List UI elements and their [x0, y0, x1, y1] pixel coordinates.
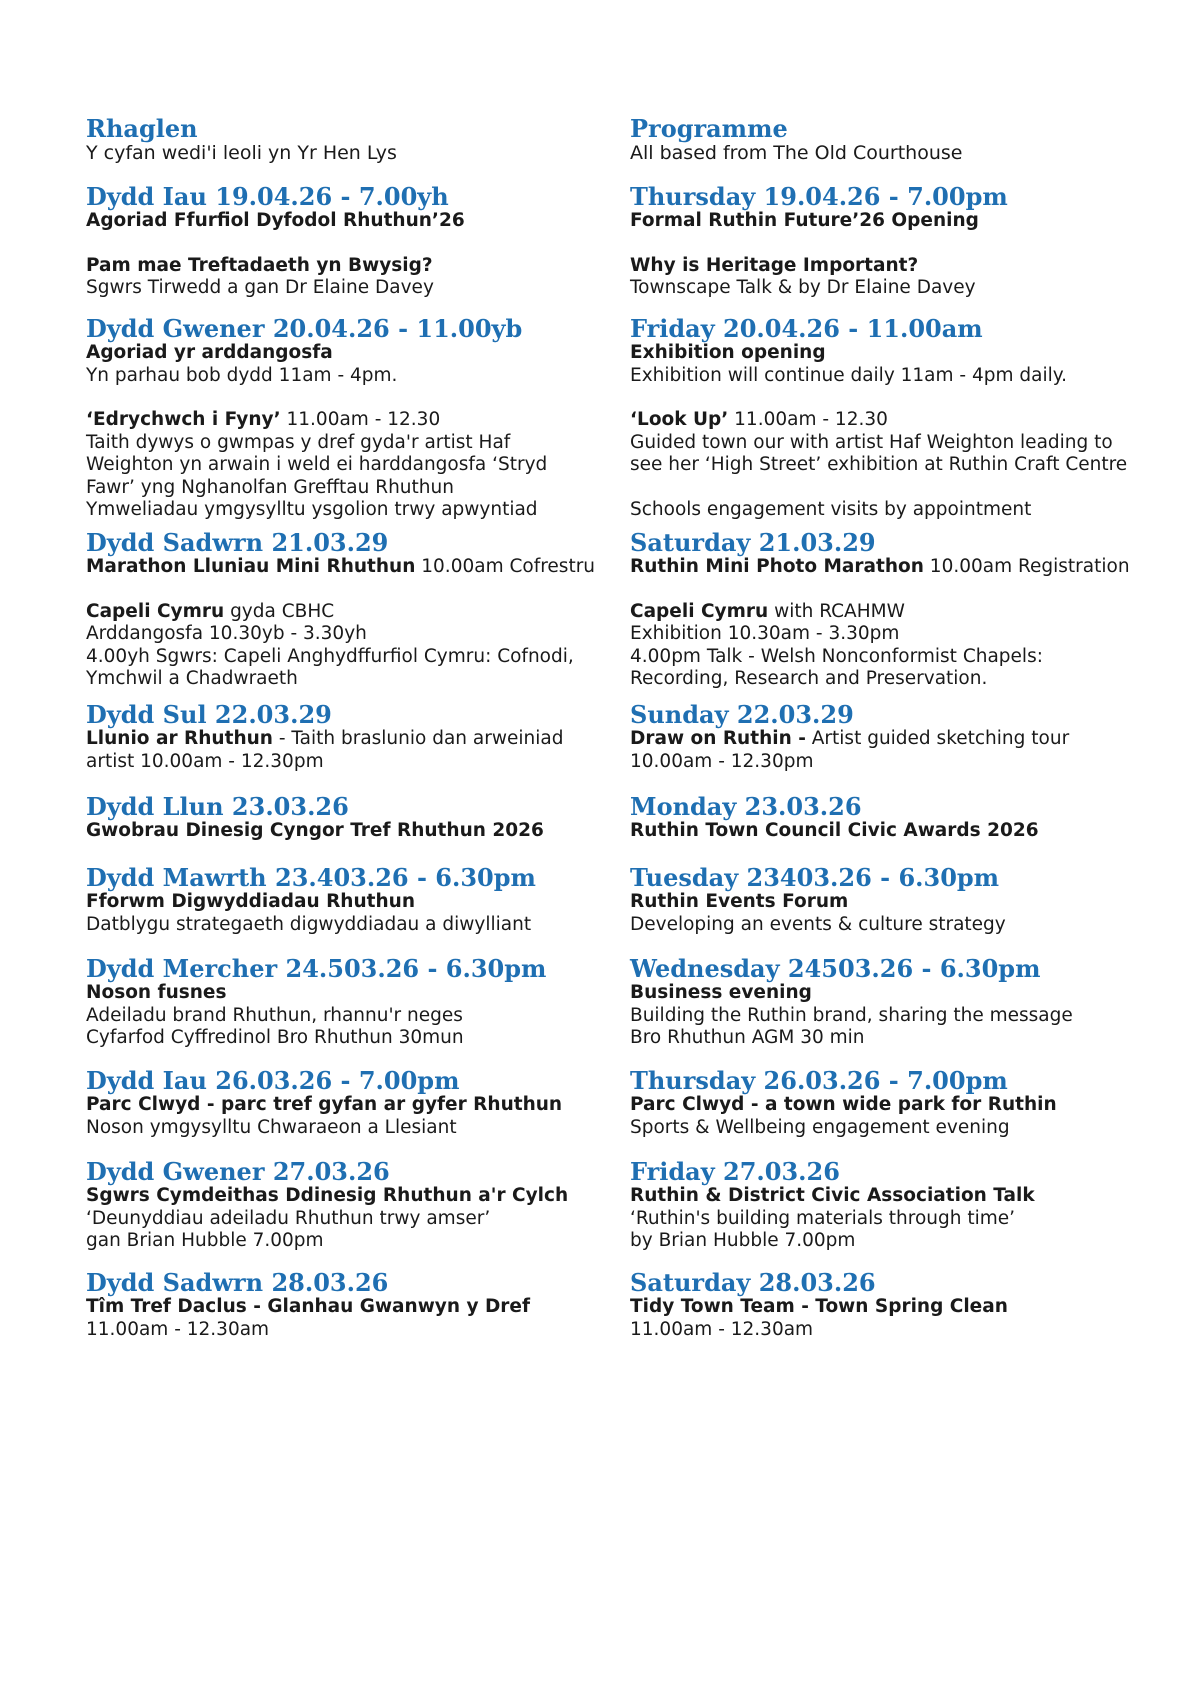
- entry-date-heading: Dydd Llun 23.03.26: [86, 792, 349, 821]
- entry-line: [630, 454, 1150, 477]
- entry-text: 11.00am - 12.30: [728, 409, 888, 430]
- entry-line: [86, 1208, 586, 1231]
- english-column: [630, 114, 1150, 1340]
- entry-line: [86, 342, 586, 365]
- entry-text: Exhibition will continue daily 11am - 4pm daily.: [630, 364, 1067, 386]
- entry-line: [630, 1027, 1150, 1050]
- entry-line: [86, 1296, 586, 1319]
- entry-line: [630, 820, 1150, 843]
- entry-bold-text: Parc Clwyd - a town wide park for Ruthin: [630, 1094, 1057, 1115]
- entry-bold-text: Tîm Tref Daclus - Glanhau Gwanwyn y Dref: [86, 1296, 531, 1317]
- entry-line: [86, 1185, 586, 1208]
- programme-entry: [86, 1270, 586, 1341]
- entry-bold-text: Formal Ruthin Future’26 Opening: [630, 210, 979, 231]
- entry-line: [86, 1005, 586, 1028]
- entry-date-heading: Friday 27.03.26: [630, 1157, 840, 1186]
- programme-entry: [630, 1159, 1150, 1253]
- entry-date-heading: Saturday 28.03.26: [630, 1268, 876, 1297]
- line-gap: [630, 579, 1150, 601]
- entry-text: 4.00yh Sgwrs: Capeli Anghydffurfiol Cymru: Cofnodi,: [86, 645, 574, 667]
- programme-entry: [630, 316, 1150, 521]
- entry-date-heading: Monday 23.03.26: [630, 792, 862, 821]
- line-gap: [86, 387, 586, 409]
- entry-line: [86, 1094, 586, 1117]
- entry-date-heading: Dydd Sadwrn 28.03.26: [86, 1268, 389, 1297]
- entry-date-heading: Tuesday 23403.26 - 6.30pm: [630, 863, 1000, 892]
- programme-entry: [86, 956, 586, 1050]
- entry-line: [630, 1117, 1150, 1140]
- entry-line: [630, 365, 1150, 388]
- entry-line: [86, 1319, 586, 1342]
- entry-text: 11.00am - 12.30am: [86, 1318, 270, 1340]
- entry-line: [86, 1230, 586, 1253]
- entry-line: [86, 499, 586, 522]
- entry-date-heading: Dydd Mercher 24.503.26 - 6.30pm: [86, 954, 547, 983]
- entry-line: [86, 277, 586, 300]
- entry-date-heading: Dydd Iau 19.04.26 - 7.00yh: [86, 182, 449, 211]
- entry-bold-text: Gwobrau Dinesig Cyngor Tref Rhuthun 2026: [86, 820, 544, 841]
- entry-line: [86, 255, 586, 278]
- entry-bold-text: Parc Clwyd - parc tref gyfan ar gyfer Rhuthun: [86, 1094, 563, 1115]
- programme-entry: [86, 1159, 586, 1253]
- entry-line: [630, 751, 1150, 774]
- entry-text: Guided town our with artist Haf Weighton leading to: [630, 431, 1113, 453]
- entry-line: [630, 1185, 1150, 1208]
- entry-text: Artist guided sketching tour: [805, 728, 1070, 749]
- entry-line: [86, 891, 586, 914]
- entry-bold-text: Why is Heritage Important?: [630, 254, 919, 276]
- programme-entry: [630, 702, 1150, 773]
- entry-text: ‘Ruthin's building materials through time’: [630, 1207, 1016, 1229]
- programme-entry: [630, 1068, 1150, 1139]
- entry-line: [630, 1005, 1150, 1028]
- entry-date-heading: Dydd Mawrth 23.403.26 - 6.30pm: [86, 863, 536, 892]
- entry-line: [86, 365, 586, 388]
- entry-bold-text: Capeli Cymru: [86, 600, 225, 622]
- entry-line: [630, 342, 1150, 365]
- entry-line: [630, 623, 1150, 646]
- entry-line: [630, 432, 1150, 455]
- entry-line: [630, 891, 1150, 914]
- programme-entry: [86, 1068, 586, 1139]
- entry-date-heading: Dydd Sul 22.03.29: [86, 700, 332, 729]
- programme-entry: [630, 184, 1150, 300]
- entry-line: [630, 255, 1150, 278]
- entry-line: [86, 728, 586, 751]
- entry-line: [630, 646, 1150, 669]
- entry-date-heading: Dydd Gwener 27.03.26: [86, 1157, 390, 1186]
- entry-text: Arddangosfa 10.30yb - 3.30yh: [86, 623, 367, 644]
- entry-line: [86, 751, 586, 774]
- entry-text: - Taith braslunio dan arweiniad: [272, 728, 564, 749]
- entry-bold-text: ‘Look Up’: [630, 409, 729, 430]
- entry-text: by Brian Hubble 7.00pm: [630, 1230, 856, 1251]
- entry-bold-text: Agoriad yr arddangosfa: [86, 342, 333, 363]
- entry-line: [630, 982, 1150, 1005]
- entry-line: [86, 432, 586, 455]
- entry-line: [86, 668, 586, 691]
- english-subtitle: All based from The Old Courthouse: [630, 142, 963, 164]
- entry-line: [630, 668, 1150, 691]
- entry-text: Sports & Wellbeing engagement evening: [630, 1116, 1010, 1138]
- entry-text: Adeiladu brand Rhuthun, rhannu'r neges: [86, 1004, 463, 1026]
- entry-text: Ymweliadau ymgysylltu ysgolion trwy apwyntiad: [86, 499, 538, 520]
- entry-line: [630, 1319, 1150, 1342]
- entry-bold-text: Exhibition opening: [630, 342, 826, 363]
- welsh-column: [86, 114, 596, 1340]
- entry-bold-text: Pam mae Treftadaeth yn Bwysig?: [86, 254, 433, 276]
- entry-bold-text: Fforwm Digwyddiadau Rhuthun: [86, 891, 416, 912]
- entry-text: 10.00am Cofrestru: [415, 556, 596, 577]
- entry-line: [86, 1117, 586, 1140]
- programme-entry: [86, 702, 586, 773]
- entry-line: [86, 556, 596, 579]
- entry-line: [630, 277, 1150, 300]
- entry-bold-text: Noson fusnes: [86, 982, 227, 1003]
- entry-line: [86, 601, 586, 624]
- entry-bold-text: Ruthin Mini Photo Marathon: [630, 556, 924, 577]
- entry-line: [630, 1296, 1150, 1319]
- entry-line: [630, 1208, 1150, 1231]
- entry-text: Building the Ruthin brand, sharing the message: [630, 1004, 1073, 1026]
- entry-text: Taith dywys o gwmpas y dref gyda'r artist Haf: [86, 431, 511, 453]
- entry-text: 10.00am - 12.30pm: [630, 750, 814, 772]
- programme-entry: [86, 184, 586, 300]
- entry-text: Weighton yn arwain i weld ei harddangosfa ‘Stryd: [86, 454, 548, 475]
- programme-entry: [630, 1270, 1150, 1341]
- programme-entry: [86, 528, 596, 691]
- entry-date-heading: Dydd Sadwrn 21.03.29: [86, 528, 389, 557]
- entry-line: [630, 601, 1150, 624]
- entry-text: 10.00am Registration: [923, 556, 1130, 577]
- line-gap: [86, 579, 586, 601]
- entry-line: [86, 820, 586, 843]
- entry-text: Noson ymgysylltu Chwaraeon a Llesiant: [86, 1116, 457, 1138]
- entry-bold-text: Capeli Cymru: [630, 600, 769, 622]
- line-gap: [86, 233, 586, 255]
- entry-bold-text: Ruthin Town Council Civic Awards 2026: [630, 820, 1039, 841]
- entry-bold-text: Tidy Town Team - Town Spring Clean: [630, 1296, 1008, 1317]
- entry-text: with RCAHMW: [768, 600, 905, 622]
- entry-line: [630, 210, 1150, 233]
- entry-line: [86, 646, 586, 669]
- entry-text: Fawr’ yng Nghanolfan Grefftau Rhuthun: [86, 476, 454, 498]
- entry-text: Recording, Research and Preservation.: [630, 668, 988, 689]
- entry-line: [86, 914, 586, 937]
- entry-text: Exhibition 10.30am - 3.30pm: [630, 623, 900, 644]
- programme-entry: [630, 794, 1150, 843]
- entry-text: 11.00am - 12.30: [280, 409, 441, 430]
- entry-date-heading: Thursday 19.04.26 - 7.00pm: [630, 182, 1008, 211]
- entry-text: artist 10.00am - 12.30pm: [86, 750, 324, 772]
- programme-entry: [86, 316, 586, 522]
- entry-text: Datblygu strategaeth digwyddiadau a diwylliant: [86, 913, 532, 935]
- entry-text: gyda CBHC: [224, 600, 335, 622]
- entry-bold-text: Agoriad Ffurfiol Dyfodol Rhuthun’26: [86, 210, 465, 231]
- entry-text: 4.00pm Talk - Welsh Nonconformist Chapels:: [630, 645, 1043, 667]
- programme-entry: [630, 865, 1150, 936]
- entry-text: Bro Rhuthun AGM 30 min: [630, 1027, 865, 1048]
- line-gap: [630, 233, 1150, 255]
- entry-date-heading: Dydd Gwener 20.04.26 - 11.00yb: [86, 314, 523, 343]
- entry-text: Cyfarfod Cyffredinol Bro Rhuthun 30mun: [86, 1027, 464, 1048]
- entry-text: Townscape Talk & by Dr Elaine Davey: [630, 277, 976, 298]
- entry-line: [86, 982, 586, 1005]
- entry-line: [630, 1094, 1150, 1117]
- entry-bold-text: Llunio ar Rhuthun: [86, 728, 273, 749]
- entry-line: [86, 477, 586, 500]
- programme-entry: [630, 530, 1150, 691]
- programme-entry: [630, 956, 1150, 1050]
- entry-line: [86, 623, 586, 646]
- entry-text: Ymchwil a Chadwraeth: [86, 668, 298, 689]
- entry-line: [630, 728, 1150, 751]
- entry-bold-text: Business evening: [630, 982, 812, 1003]
- entry-line: [630, 914, 1150, 937]
- programme-entry: [86, 865, 586, 936]
- welsh-title: Rhaglen: [86, 114, 198, 143]
- line-gap: [630, 477, 1150, 499]
- entry-text: Schools engagement visits by appointment: [630, 498, 1032, 520]
- entry-line: [86, 210, 586, 233]
- entry-text: 11.00am - 12.30am: [630, 1318, 814, 1340]
- entry-bold-text: Draw on Ruthin -: [630, 728, 806, 749]
- entry-text: ‘Deunyddiau adeiladu Rhuthun trwy amser’: [86, 1207, 491, 1229]
- entry-date-heading: Sunday 22.03.29: [630, 700, 854, 729]
- entry-text: see her ‘High Street’ exhibition at Ruthin Craft Centre: [630, 454, 1128, 475]
- entry-bold-text: Ruthin & District Civic Association Talk: [630, 1185, 1035, 1206]
- entry-text: Developing an events & culture strategy: [630, 913, 1006, 935]
- line-gap: [630, 387, 1150, 409]
- welsh-subtitle: Y cyfan wedi'i leoli yn Yr Hen Lys: [86, 142, 397, 164]
- entry-date-heading: Friday 20.04.26 - 11.00am: [630, 314, 983, 343]
- entry-bold-text: Marathon Lluniau Mini Rhuthun: [86, 556, 416, 577]
- entry-bold-text: Sgwrs Cymdeithas Ddinesig Rhuthun a'r Cylch: [86, 1185, 569, 1206]
- entry-line: [86, 409, 586, 432]
- entry-date-heading: Thursday 26.03.26 - 7.00pm: [630, 1066, 1008, 1095]
- entry-line: [86, 454, 586, 477]
- english-title: Programme: [630, 114, 788, 143]
- entry-bold-text: ‘Edrychwch i Fyny’: [86, 409, 281, 430]
- entry-line: [630, 1230, 1150, 1253]
- entry-line: [630, 499, 1150, 522]
- programme-entry: [86, 794, 586, 843]
- entry-date-heading: Wednesday 24503.26 - 6.30pm: [630, 954, 1041, 983]
- entry-text: gan Brian Hubble 7.00pm: [86, 1230, 324, 1251]
- entry-date-heading: Dydd Iau 26.03.26 - 7.00pm: [86, 1066, 460, 1095]
- entry-bold-text: Ruthin Events Forum: [630, 891, 849, 912]
- entry-text: Yn parhau bob dydd 11am - 4pm.: [86, 364, 398, 386]
- entry-text: Sgwrs Tirwedd a gan Dr Elaine Davey: [86, 277, 434, 298]
- entry-line: [630, 556, 1150, 579]
- entry-date-heading: Saturday 21.03.29: [630, 528, 876, 557]
- entry-line: [86, 1027, 586, 1050]
- entry-line: [630, 409, 1150, 432]
